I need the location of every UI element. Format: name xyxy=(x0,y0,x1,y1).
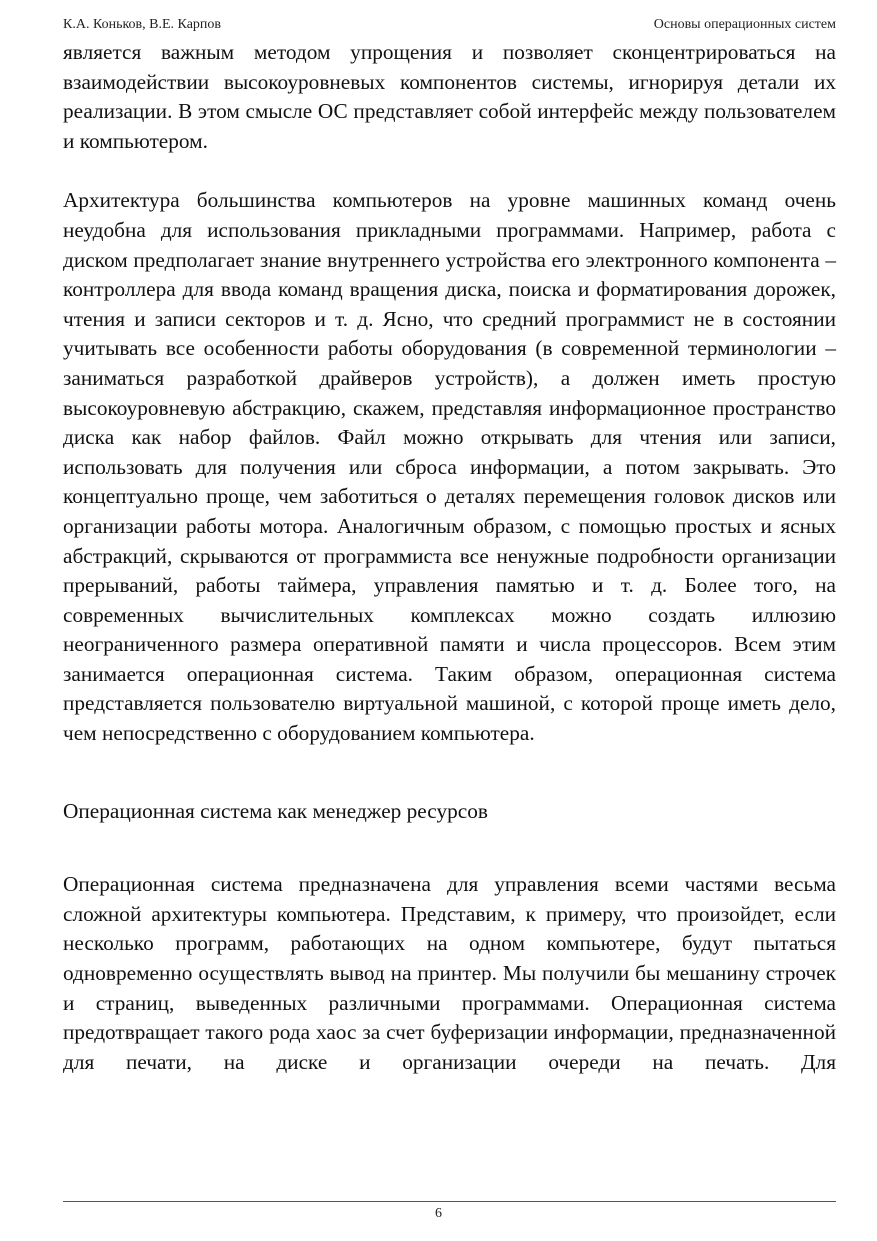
body-paragraph: Операционная система предназначена для управления всеми частями весьма сложной архитектуры компьютера. Представим, к примеру, что произойдет, если несколько программ, работающих на одном компьютере, будут пытаться одновременно осуществлять вывод на принтер. Мы получили бы мешанину строчек и страниц, выведенных различными программами. Операционная система предотвращает такого рода хаос за счет буферизации информации, предназначенной для печати, на диске и организации очереди на печать. Для xyxy=(63,872,836,1074)
body-paragraph: является важным методом упрощения и позволяет сконцентрироваться на взаимодействии высокоуровневых компонентов системы, игнорируя детали их реализации. В этом смысле ОС представляет собой интерфейс между пользователем и компьютером. xyxy=(63,40,836,153)
footer-divider xyxy=(63,1201,836,1202)
header-book-title: Основы операционных систем xyxy=(653,17,836,32)
running-header xyxy=(63,15,836,35)
section-heading: Операционная система как менеджер ресурсов xyxy=(63,798,488,823)
body-paragraph: Архитектура большинства компьютеров на уровне машинных команд очень неудобна для использования прикладными программами. Например, работа с диском предполагает знание внутреннего устройства его электронного компонента – контроллера для ввода команд вращения диска, поиска и форматирования дорожек, чтения и записи секторов и т. д. Ясно, что средний программист не в состоянии учитывать все особенности работы оборудования (в современной терминологии – заниматься разработкой драйверов устройств), а должен иметь простую высокоуровневую абстракцию, скажем, представляя информационное пространство диска как набор файлов. Файл можно открывать для чтения или записи, использовать для получения или сброса информации, а потом закрывать. Это концептуально проще, чем заботиться о деталях перемещения головок дисков или организации работы мотора. Аналогичным образом, с помощью простых и ясных абстракций, скрываются от программиста все ненужные подробности организации прерываний, работы таймера, управления памятью и т. д. Более того, на современных вычислительных комплексах можно создать иллюзию неограниченного размера оперативной памяти и числа процессоров. Всем этим занимается операционная система. Таким образом, операционная система представляется пользователю виртуальной машиной, с которой проще иметь дело, чем непосредственно с оборудованием компьютера. xyxy=(63,188,836,746)
page-number: 6 xyxy=(435,1206,442,1221)
page-body xyxy=(63,38,836,1077)
header-authors: К.А. Коньков, В.Е. Карпов xyxy=(63,17,222,32)
